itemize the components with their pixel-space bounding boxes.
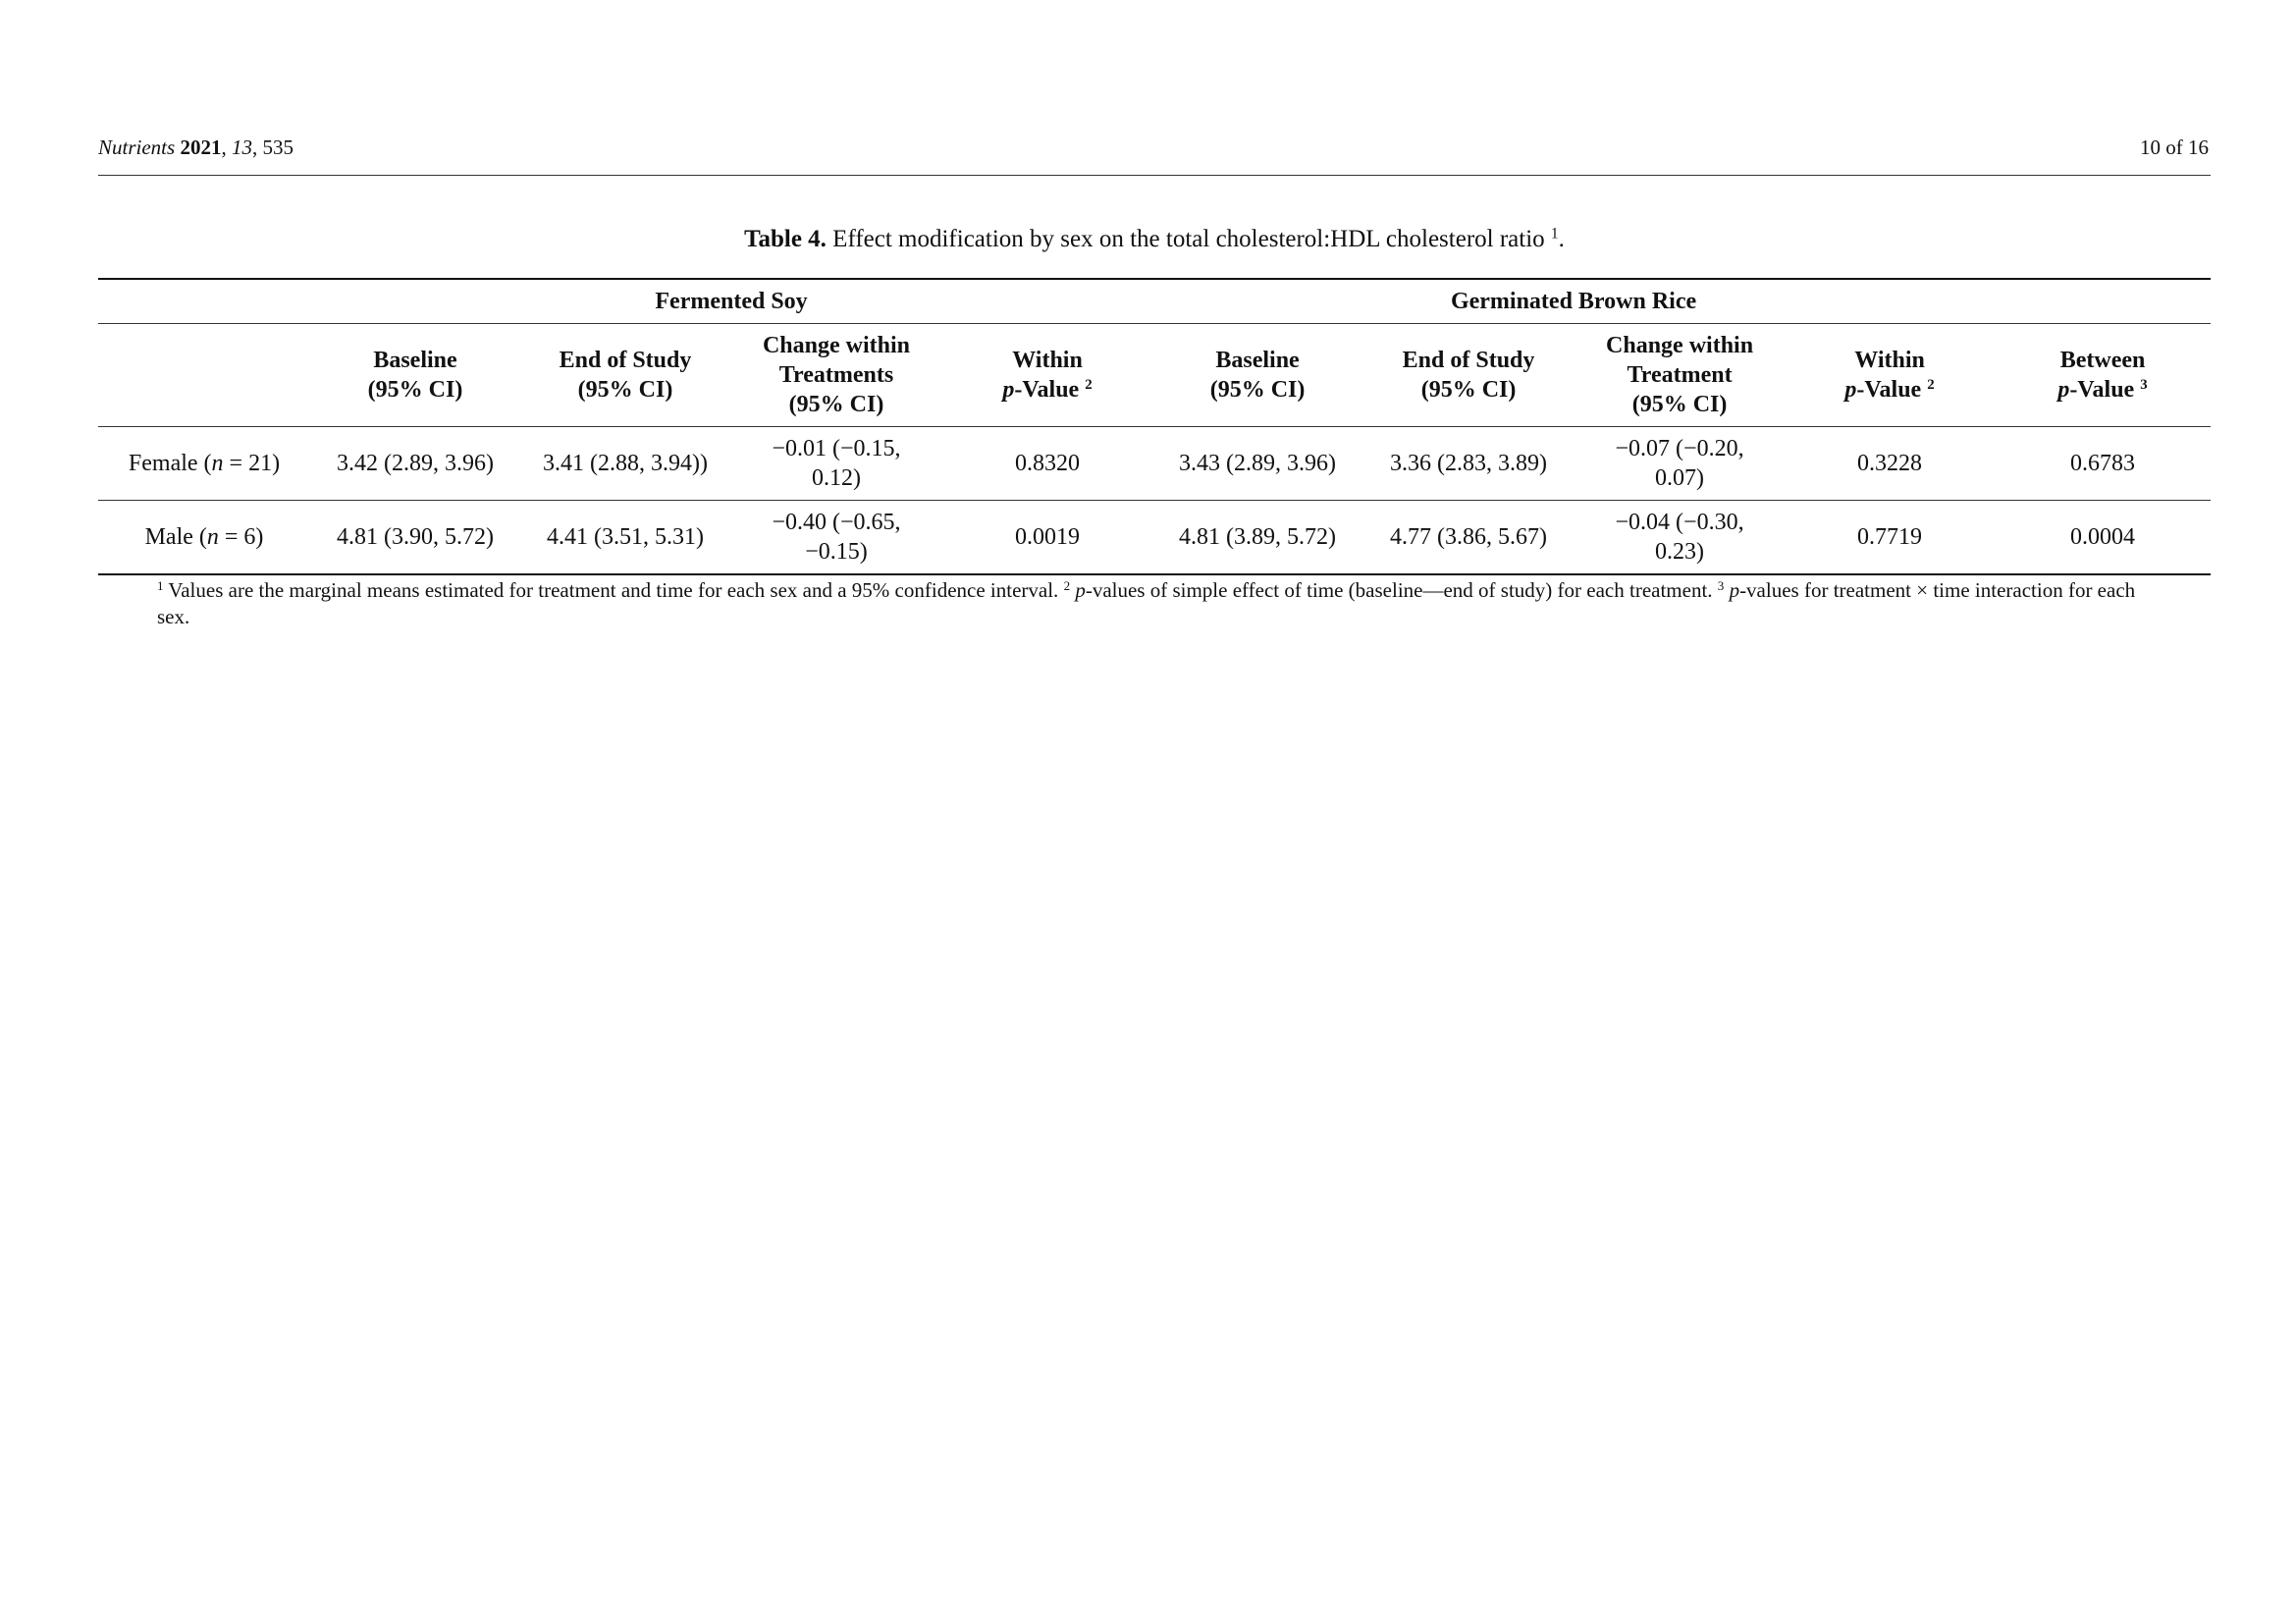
- journal-volume: 13: [231, 135, 252, 159]
- cell-gbr-change: −0.04 (−0.30, 0.23): [1575, 501, 1785, 575]
- cell-between-p: 0.6783: [1995, 427, 2211, 501]
- running-head: [98, 135, 2209, 160]
- cell-fs-p: 0.0019: [942, 501, 1152, 575]
- col-fs-change: Change within Treatments (95% CI): [730, 324, 942, 427]
- row-label-male: Male (n = 6): [98, 501, 310, 575]
- empty-header-cell: [1995, 279, 2211, 324]
- row-label-header: [98, 324, 310, 427]
- cell-gbr-end: 3.36 (2.83, 3.89): [1362, 427, 1575, 501]
- col-gbr-baseline: Baseline (95% CI): [1152, 324, 1362, 427]
- cell-fs-baseline: 4.81 (3.90, 5.72): [310, 501, 520, 575]
- table-row: [98, 501, 2211, 575]
- cell-gbr-p: 0.7719: [1785, 501, 1995, 575]
- journal-citation: Nutrients 2021, 13, 535: [98, 135, 294, 159]
- cell-fs-end: 4.41 (3.51, 5.31): [520, 501, 730, 575]
- col-gbr-within-p: Within p-Value $^2$: [1785, 324, 1995, 427]
- cell-fs-end: 3.41 (2.88, 3.94)): [520, 427, 730, 501]
- col-fs-within-p: Within p-Value $^2$: [942, 324, 1152, 427]
- table-footnote: $^1$ Values are the marginal means estimated for treatment and time for each sex and a 95% confidence interval. $^2$ p-values of simple effect of time (baseline—end of study) for each treatment. $^3$ p-values for treatment × time interaction for each sex.: [157, 577, 2136, 628]
- cell-gbr-baseline: 4.81 (3.89, 5.72): [1152, 501, 1362, 575]
- cell-fs-baseline: 3.42 (2.89, 3.96): [310, 427, 520, 501]
- cell-gbr-baseline: 3.43 (2.89, 3.96): [1152, 427, 1362, 501]
- cell-fs-change: −0.01 (−0.15, 0.12): [730, 427, 942, 501]
- table-row: [98, 427, 2211, 501]
- col-fs-end-of-study: End of Study (95% CI): [520, 324, 730, 427]
- results-table: [98, 278, 2211, 575]
- header-rule: [98, 175, 2211, 176]
- column-header-row: [98, 324, 2211, 427]
- cell-gbr-p: 0.3228: [1785, 427, 1995, 501]
- table-caption: [98, 226, 2211, 253]
- row-label-female: Female (n = 21): [98, 427, 310, 501]
- journal-name: Nutrients: [98, 135, 176, 159]
- col-gbr-end-of-study: End of Study (95% CI): [1362, 324, 1575, 427]
- caption-label: Table 4.: [744, 226, 827, 252]
- cell-gbr-end: 4.77 (3.86, 5.67): [1362, 501, 1575, 575]
- col-fs-baseline: Baseline (95% CI): [310, 324, 520, 427]
- article-number: 535: [262, 135, 294, 159]
- group-fermented-soy: Fermented Soy: [310, 279, 1152, 324]
- caption-footnote-ref: 1: [1550, 225, 1559, 243]
- page-number: 10 of 16: [2140, 135, 2209, 159]
- cell-gbr-change: −0.07 (−0.20, 0.07): [1575, 427, 1785, 501]
- cell-fs-change: −0.40 (−0.65, −0.15): [730, 501, 942, 575]
- journal-year: 2021: [180, 135, 222, 159]
- caption-period: .: [1558, 226, 1565, 252]
- cell-between-p: 0.0004: [1995, 501, 2211, 575]
- caption-text: Effect modification by sex on the total cholesterol:HDL cholesterol ratio: [832, 226, 1545, 252]
- col-between-p: Between p-Value $^3$: [1995, 324, 2211, 427]
- group-header-row: [98, 279, 2211, 324]
- col-gbr-change: Change within Treatment (95% CI): [1575, 324, 1785, 427]
- empty-header-cell: [98, 279, 310, 324]
- cell-fs-p: 0.8320: [942, 427, 1152, 501]
- group-germinated-brown-rice: Germinated Brown Rice: [1152, 279, 1995, 324]
